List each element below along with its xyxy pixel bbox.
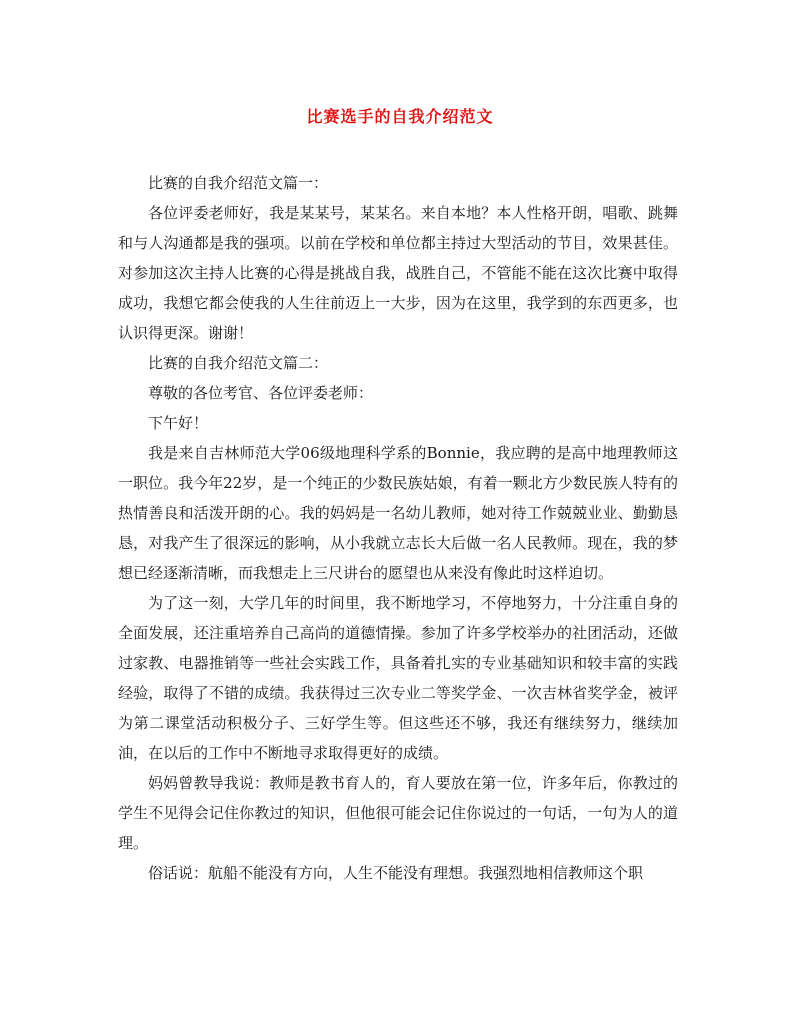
paragraph: 比赛的自我介绍范文篇二： — [148, 354, 329, 372]
document-title: 比赛选手的自我介绍范文 — [306, 107, 494, 126]
paragraph: 俗话说：航船不能没有方向，人生不能没有理想。我强烈地相信教师这个职 — [148, 864, 644, 882]
paragraph: 我是来自吉林师范大学06级地理科学系的Bonnie，我应聘的是高中地理教师这一职位。我今年22岁，是一个纯正的少数民族姑娘，有着一颗北方少数民族人特有的热情善良和活泼开朗的心。我的妈妈是一名幼儿教师，她对待工作兢兢业业、勤勤恳恳，对我产生了很深远的影响，从小我就立志长大后做一名人民教师。现在，我的梦想已经逐渐清晰，而我想走上三尺讲台的愿望也从来没有像此时这样迫切。 — [118, 444, 678, 582]
paragraph: 尊敬的各位考官、各位评委老师： — [148, 384, 374, 402]
paragraph: 下午好！ — [148, 414, 209, 432]
paragraph: 各位评委老师好，我是某某号，某某名。来自本地？本人性格开朗，唱歌、跳舞和与人沟通都是我的强项。以前在学校和单位都主持过大型活动的节目，效果甚佳。对参加这次主持人比赛的心得是挑战自我，战胜自己，不管能不能在这次比赛中取得成功，我想它都会使我的人生往前迈上一大步，因为在这里，我学到的东西更多，也认识得更深。谢谢！ — [118, 204, 678, 342]
document-body — [118, 168, 678, 888]
paragraph: 妈妈曾教导我说：教师是教书育人的，育人要放在第一位，许多年后，你教过的学生不见得会记住你教过的知识，但他很可能会记住你说过的一句话，一句为人的道理。 — [118, 774, 678, 852]
paragraph: 为了这一刻，大学几年的时间里，我不断地学习，不停地努力，十分注重自身的全面发展，还注重培养自己高尚的道德情操。参加了许多学校举办的社团活动，还做过家教、电器推销等一些社会实践工作，具备着扎实的专业基础知识和较丰富的实践经验，取得了不错的成绩。我获得过三次专业二等奖学金、一次吉林省奖学金，被评为第二课堂活动积极分子、三好学生等。但这些还不够，我还有继续努力，继续加油，在以后的工作中不断地寻求取得更好的成绩。 — [118, 594, 678, 762]
paragraph: 比赛的自我介绍范文篇一： — [148, 174, 329, 192]
